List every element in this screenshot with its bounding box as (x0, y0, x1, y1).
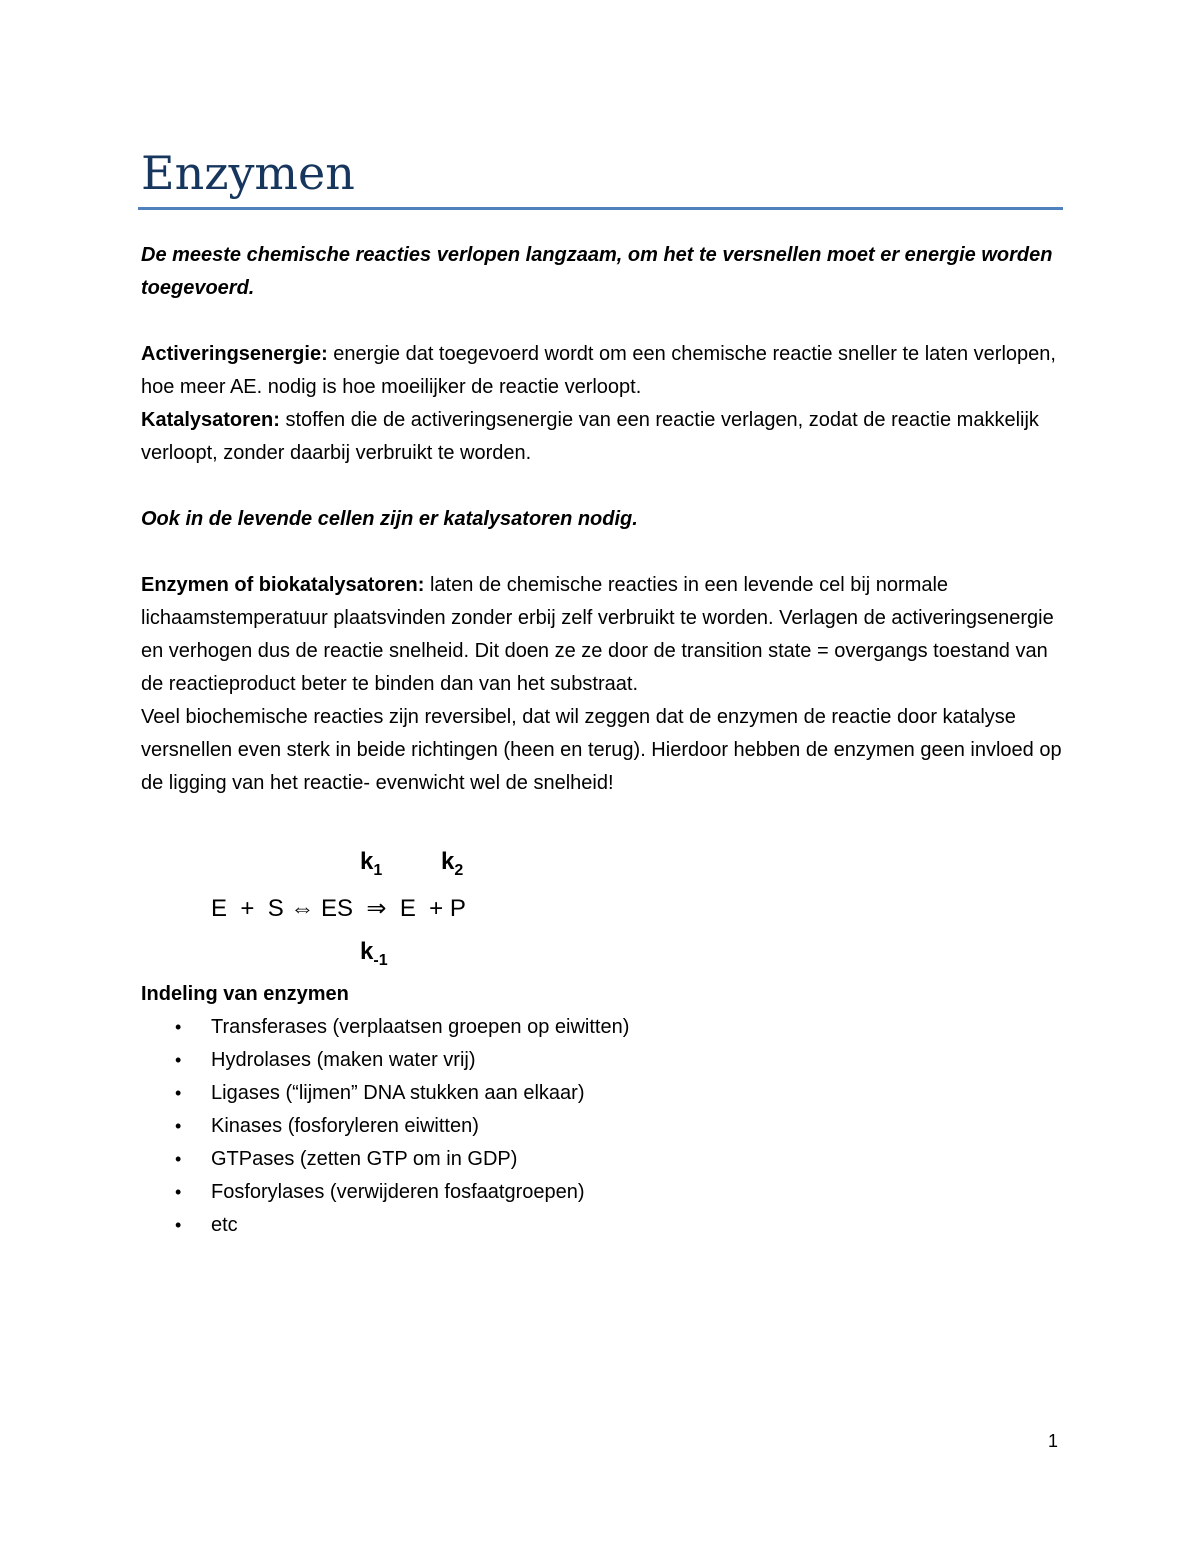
definition-enzymen (141, 569, 1066, 701)
list-item-text: Kinases (fosforyleren eiwitten) (211, 1115, 479, 1137)
spacer (141, 470, 1066, 503)
enzyme-class-list (141, 1011, 629, 1242)
list-item-text: Ligases (“lijmen” DNA stukken aan elkaar) (211, 1082, 585, 1104)
term-label: Activeringsenergie: (141, 343, 328, 365)
list-item (141, 1209, 629, 1242)
km1-subscript: -1 (373, 951, 388, 969)
list-item-text: Transferases (verplaatsen groepen op eiwitten) (211, 1016, 630, 1038)
bullet-icon: • (175, 1050, 182, 1070)
list-item (141, 1077, 629, 1110)
bullet-icon: • (175, 1083, 182, 1103)
list-item-text: GTPases (zetten GTP om in GDP) (211, 1148, 518, 1170)
spacer (141, 536, 1066, 569)
list-item (141, 1044, 629, 1077)
rate-constant-k-minus-1 (360, 938, 388, 970)
bullet-icon: • (175, 1017, 182, 1037)
bullet-icon: • (175, 1149, 182, 1169)
title-underline (138, 207, 1063, 210)
definition-katalysatoren (141, 404, 1066, 470)
k2-symbol: k (441, 848, 455, 875)
k1-symbol: k (360, 848, 374, 875)
spacer (141, 305, 1066, 338)
term-text: energie dat toegevoerd wordt om een chemische reactie sneller te laten verlopen, hoe meer AE. nodig is hoe moeilijker de reactie verloopt. (141, 343, 1056, 398)
k1-subscript: 1 (373, 861, 383, 879)
bullet-icon: • (175, 1182, 182, 1202)
list-item (141, 1110, 629, 1143)
list-item (141, 1011, 629, 1044)
cells-note: Ook in de levende cellen zijn er katalysatoren nodig. (141, 508, 638, 530)
term-text: laten de chemische reacties in een levende cel bij normale lichaamstemperatuur plaatsvinden zonder erbij zelf verbruikt te worden. Verlagen de activeringsenergie en verhogen dus de reactie snelheid. Dit doen ze ze door de transition state = overgangs toestand van de reactieproduct beter te binden dan van het substraat. (141, 574, 1054, 695)
reversible-paragraph: Veel biochemische reacties zijn reversibel, dat wil zeggen dat de enzymen de reactie door katalyse versnellen even sterk in beide richtingen (heen en terug). Hierdoor hebben de enzymen geen invloed op de ligging van het reactie- evenwicht wel de snelheid! (141, 706, 1062, 794)
definition-activeringsenergie (141, 338, 1066, 404)
rate-constant-k1 (360, 848, 382, 880)
page-number: 1 (1047, 1431, 1058, 1451)
list-item (141, 1176, 629, 1209)
list-item-text: Fosforylases (verwijderen fosfaatgroepen) (211, 1181, 585, 1203)
term-label: Enzymen of biokatalysatoren: (141, 574, 425, 596)
km1-symbol: k (360, 938, 374, 965)
bullet-icon: • (175, 1116, 182, 1136)
document-body (141, 239, 1066, 800)
reaction-scheme (141, 848, 641, 978)
list-item-text: Hydrolases (maken water vrij) (211, 1049, 476, 1071)
term-text: stoffen die de activeringsenergie van een reactie verlagen, zodat de reactie makkelijk verloopt, zonder daarbij verbruikt te worden. (141, 409, 1039, 464)
list-item (141, 1143, 629, 1176)
classification-heading: Indeling van enzymen (141, 983, 349, 1005)
bullet-icon: • (175, 1215, 182, 1235)
rate-constant-k2 (441, 848, 463, 880)
list-item-text: etc (211, 1214, 238, 1236)
page-title: Enzymen (141, 146, 355, 200)
reaction-equation: E + S ⇔ ES ⇒ E + P (211, 895, 466, 922)
intro-paragraph: De meeste chemische reacties verlopen langzaam, om het te versnellen moet er energie worden toegevoerd. (141, 244, 1053, 299)
k2-subscript: 2 (454, 861, 464, 879)
term-label: Katalysatoren: (141, 409, 280, 431)
